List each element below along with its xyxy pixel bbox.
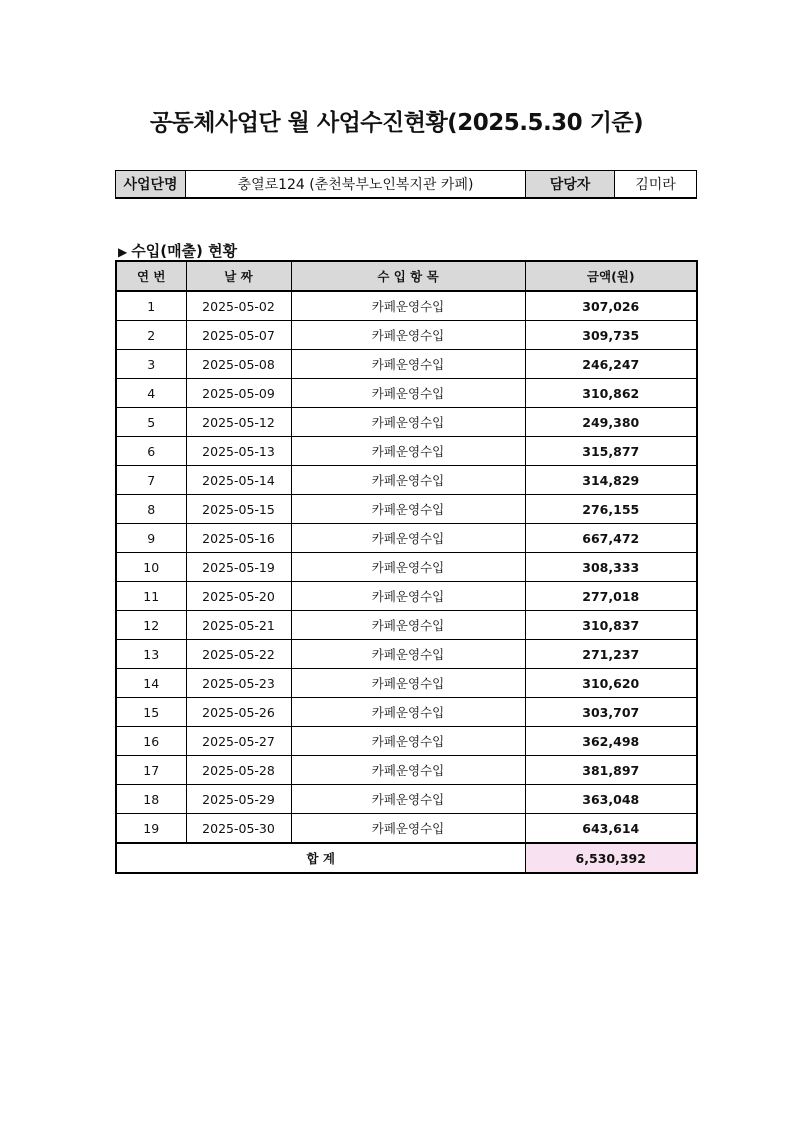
row-date: 2025-05-20 <box>186 582 291 611</box>
row-item: 카페운영수입 <box>291 669 525 698</box>
row-no: 9 <box>116 524 186 553</box>
info-table <box>115 170 697 199</box>
header-amount: 금액(원) <box>525 261 697 291</box>
row-no: 5 <box>116 408 186 437</box>
row-item: 카페운영수입 <box>291 698 525 727</box>
table-row <box>116 640 697 669</box>
table-row <box>116 698 697 727</box>
row-date: 2025-05-13 <box>186 437 291 466</box>
row-amount: 363,048 <box>525 785 697 814</box>
manager-label: 담당자 <box>526 171 615 199</box>
row-item: 카페운영수입 <box>291 814 525 844</box>
row-amount: 276,155 <box>525 495 697 524</box>
row-amount: 667,472 <box>525 524 697 553</box>
row-date: 2025-05-26 <box>186 698 291 727</box>
row-date: 2025-05-21 <box>186 611 291 640</box>
table-row <box>116 437 697 466</box>
row-date: 2025-05-07 <box>186 321 291 350</box>
row-no: 8 <box>116 495 186 524</box>
row-no: 10 <box>116 553 186 582</box>
table-row <box>116 379 697 408</box>
row-item: 카페운영수입 <box>291 524 525 553</box>
table-row <box>116 350 697 379</box>
table-row <box>116 291 697 321</box>
manager-name: 김미라 <box>615 171 697 199</box>
table-row <box>116 321 697 350</box>
table-header-row <box>116 261 697 291</box>
row-item: 카페운영수입 <box>291 582 525 611</box>
table-row <box>116 669 697 698</box>
row-amount: 303,707 <box>525 698 697 727</box>
table-row <box>116 785 697 814</box>
total-label: 합 계 <box>116 843 525 873</box>
row-amount: 277,018 <box>525 582 697 611</box>
row-amount: 310,862 <box>525 379 697 408</box>
table-row <box>116 582 697 611</box>
org-name: 충열로124 (춘천북부노인복지관 카페) <box>186 171 526 199</box>
row-no: 19 <box>116 814 186 844</box>
table-row <box>116 727 697 756</box>
row-no: 4 <box>116 379 186 408</box>
row-item: 카페운영수입 <box>291 321 525 350</box>
row-amount: 308,333 <box>525 553 697 582</box>
table-row <box>116 466 697 495</box>
row-item: 카페운영수입 <box>291 553 525 582</box>
total-amount: 6,530,392 <box>525 843 697 873</box>
row-amount: 362,498 <box>525 727 697 756</box>
row-item: 카페운영수입 <box>291 437 525 466</box>
row-item: 카페운영수입 <box>291 408 525 437</box>
row-no: 2 <box>116 321 186 350</box>
row-no: 12 <box>116 611 186 640</box>
table-row <box>116 495 697 524</box>
row-date: 2025-05-15 <box>186 495 291 524</box>
table-row <box>116 611 697 640</box>
section-title <box>118 240 237 261</box>
row-date: 2025-05-09 <box>186 379 291 408</box>
table-row <box>116 524 697 553</box>
row-date: 2025-05-29 <box>186 785 291 814</box>
row-date: 2025-05-12 <box>186 408 291 437</box>
row-date: 2025-05-08 <box>186 350 291 379</box>
row-item: 카페운영수입 <box>291 495 525 524</box>
table-row <box>116 756 697 785</box>
row-date: 2025-05-14 <box>186 466 291 495</box>
row-no: 1 <box>116 291 186 321</box>
row-date: 2025-05-30 <box>186 814 291 844</box>
row-no: 6 <box>116 437 186 466</box>
row-item: 카페운영수입 <box>291 350 525 379</box>
row-no: 13 <box>116 640 186 669</box>
row-item: 카페운영수입 <box>291 611 525 640</box>
row-amount: 381,897 <box>525 756 697 785</box>
row-no: 16 <box>116 727 186 756</box>
table-row <box>116 814 697 844</box>
row-no: 11 <box>116 582 186 611</box>
row-no: 15 <box>116 698 186 727</box>
header-date: 날 짜 <box>186 261 291 291</box>
row-amount: 307,026 <box>525 291 697 321</box>
row-date: 2025-05-23 <box>186 669 291 698</box>
section-title-text: 수입(매출) 현황 <box>131 242 238 260</box>
row-amount: 271,237 <box>525 640 697 669</box>
revenue-table <box>115 260 698 874</box>
row-date: 2025-05-27 <box>186 727 291 756</box>
table-row <box>116 553 697 582</box>
row-no: 7 <box>116 466 186 495</box>
row-item: 카페운영수입 <box>291 640 525 669</box>
row-item: 카페운영수입 <box>291 785 525 814</box>
row-item: 카페운영수입 <box>291 756 525 785</box>
table-row <box>116 408 697 437</box>
row-amount: 246,247 <box>525 350 697 379</box>
row-amount: 249,380 <box>525 408 697 437</box>
row-item: 카페운영수입 <box>291 379 525 408</box>
org-label: 사업단명 <box>116 171 186 199</box>
row-no: 18 <box>116 785 186 814</box>
row-amount: 310,620 <box>525 669 697 698</box>
row-date: 2025-05-28 <box>186 756 291 785</box>
row-date: 2025-05-19 <box>186 553 291 582</box>
page-title: 공동체사업단 월 사업수진현황(2025.5.30 기준) <box>149 110 644 136</box>
row-date: 2025-05-16 <box>186 524 291 553</box>
row-amount: 643,614 <box>525 814 697 844</box>
row-no: 17 <box>116 756 186 785</box>
row-item: 카페운영수입 <box>291 727 525 756</box>
triangle-right-icon: ▶ <box>118 245 128 259</box>
row-date: 2025-05-22 <box>186 640 291 669</box>
row-item: 카페운영수입 <box>291 291 525 321</box>
row-no: 14 <box>116 669 186 698</box>
row-amount: 314,829 <box>525 466 697 495</box>
row-amount: 310,837 <box>525 611 697 640</box>
row-date: 2025-05-02 <box>186 291 291 321</box>
row-item: 카페운영수입 <box>291 466 525 495</box>
header-no: 연 번 <box>116 261 186 291</box>
row-no: 3 <box>116 350 186 379</box>
row-amount: 309,735 <box>525 321 697 350</box>
row-amount: 315,877 <box>525 437 697 466</box>
header-item: 수 입 항 목 <box>291 261 525 291</box>
total-row <box>116 843 697 873</box>
